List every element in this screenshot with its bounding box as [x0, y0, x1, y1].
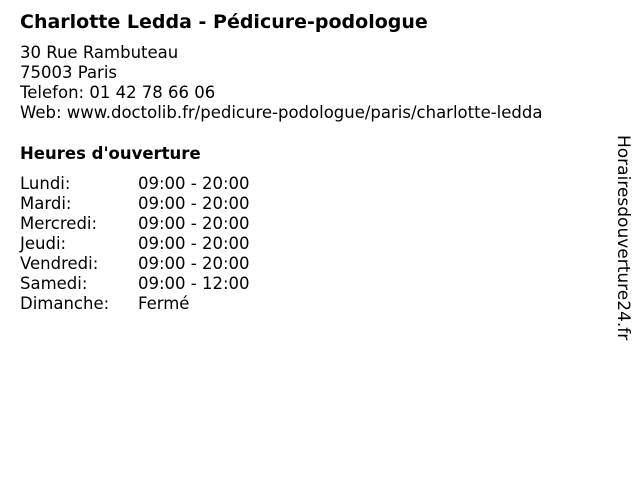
hours-row-thursday — [20, 234, 250, 254]
time-range: 09:00 - 20:00 — [138, 194, 250, 213]
day-label: Mercredi: — [20, 214, 98, 233]
hours-heading: Heures d'ouverture — [20, 144, 201, 163]
day-label: Jeudi: — [20, 234, 67, 253]
day-label: Mardi: — [20, 194, 72, 213]
page-title: Charlotte Ledda - Pédicure-podologue — [20, 11, 428, 33]
day-label: Dimanche: — [20, 294, 110, 313]
website: Web: www.doctolib.fr/pedicure-podologue/paris/charlotte-ledda — [20, 103, 543, 122]
hours-list — [20, 174, 250, 314]
time-range: 09:00 - 20:00 — [138, 254, 250, 273]
phone-number: Telefon: 01 42 78 66 06 — [20, 83, 216, 102]
time-range: 09:00 - 12:00 — [138, 274, 250, 293]
address-street: 30 Rue Rambuteau — [20, 43, 179, 62]
hours-row-friday — [20, 254, 250, 274]
day-label: Vendredi: — [20, 254, 99, 273]
hours-row-wednesday — [20, 214, 250, 234]
time-range: Fermé — [138, 294, 190, 313]
day-label: Samedi: — [20, 274, 88, 293]
day-label: Lundi: — [20, 174, 71, 193]
hours-row-sunday — [20, 294, 250, 314]
time-range: 09:00 - 20:00 — [138, 174, 250, 193]
time-range: 09:00 - 20:00 — [138, 214, 250, 233]
watermark-text: Horairesdouverture24.fr — [613, 135, 633, 341]
hours-row-tuesday — [20, 194, 250, 214]
address-city: 75003 Paris — [20, 63, 118, 82]
hours-row-monday — [20, 174, 250, 194]
address-block — [20, 43, 542, 123]
time-range: 09:00 - 20:00 — [138, 234, 250, 253]
hours-row-saturday — [20, 274, 250, 294]
